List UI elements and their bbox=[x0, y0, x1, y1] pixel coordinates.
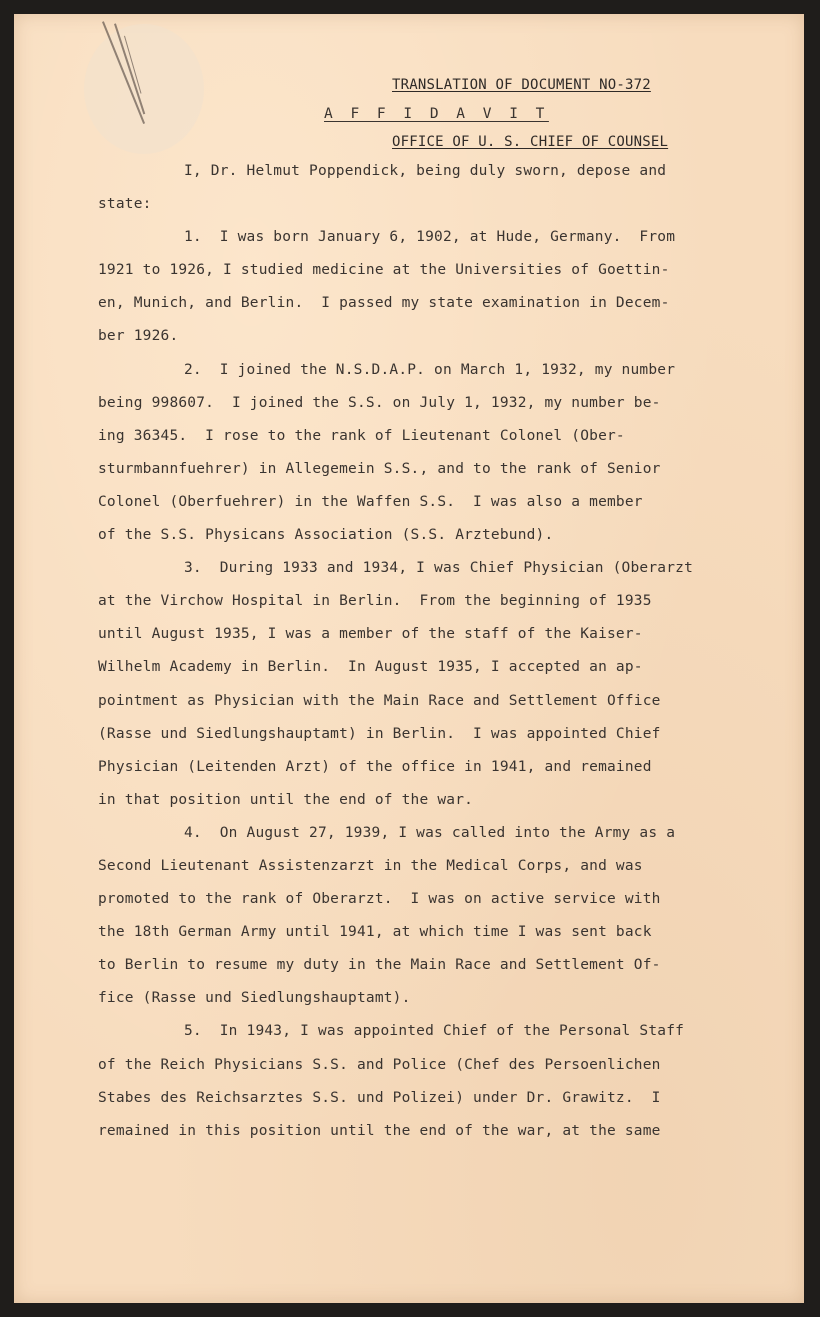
body-line: promoted to the rank of Oberarzt. I was on active service with bbox=[98, 891, 661, 908]
body-line: fice (Rasse und Siedlungshauptamt). bbox=[98, 990, 411, 1007]
body-line: to Berlin to resume my duty in the Main Race and Settlement Of- bbox=[98, 957, 661, 974]
header-line-translation: TRANSLATION OF DOCUMENT NO-372 bbox=[392, 77, 651, 93]
body-line: Second Lieutenant Assistenzarzt in the Medical Corps, and was bbox=[98, 857, 643, 874]
body-line: Physician (Leitenden Arzt) of the office in 1941, and remained bbox=[98, 758, 652, 775]
body-line: 5. In 1943, I was appointed Chief of the Personal Staff bbox=[184, 1023, 685, 1040]
body-line: pointment as Physician with the Main Race and Settlement Office bbox=[98, 692, 661, 709]
body-line: ber 1926. bbox=[98, 328, 179, 345]
body-line: ing 36345. I rose to the rank of Lieutenant Colonel (Ober- bbox=[98, 427, 625, 444]
header-line-office: OFFICE OF U. S. CHIEF OF COUNSEL bbox=[392, 134, 669, 150]
body-line: 1921 to 1926, I studied medicine at the Universities of Goettin- bbox=[98, 262, 670, 279]
body-line: remained in this position until the end of the war, at the same bbox=[98, 1122, 661, 1139]
body-line: at the Virchow Hospital in Berlin. From the beginning of 1935 bbox=[98, 593, 652, 610]
body-line: 3. During 1933 and 1934, I was Chief Physician (Oberarzt bbox=[184, 560, 693, 577]
paper-stain bbox=[84, 24, 204, 154]
body-line: I, Dr. Helmut Poppendick, being duly sworn, depose and bbox=[184, 163, 667, 179]
body-line: being 998607. I joined the S.S. on July 1, 1932, my number be- bbox=[98, 394, 661, 411]
body-line: 1. I was born January 6, 1902, at Hude, Germany. From bbox=[184, 229, 676, 246]
body-line: of the Reich Physicians S.S. and Police (Chef des Persoenlichen bbox=[98, 1056, 661, 1073]
body-line: 2. I joined the N.S.D.A.P. on March 1, 1932, my number bbox=[184, 361, 676, 378]
document-page bbox=[14, 14, 804, 1303]
affidavit-body bbox=[98, 155, 693, 1148]
body-line: sturmbannfuehrer) in Allegemein S.S., and to the rank of Senior bbox=[98, 460, 661, 477]
body-line: the 18th German Army until 1941, at which time I was sent back bbox=[98, 924, 652, 941]
document-title: A F F I D A V I T bbox=[324, 106, 549, 122]
body-line: 4. On August 27, 1939, I was called into the Army as a bbox=[184, 824, 676, 841]
body-line: Stabes des Reichsarztes S.S. und Polizei) under Dr. Grawitz. I bbox=[98, 1089, 661, 1106]
body-line: Colonel (Oberfuehrer) in the Waffen S.S. I was also a member bbox=[98, 493, 643, 510]
body-line: until August 1935, I was a member of the staff of the Kaiser- bbox=[98, 626, 643, 643]
body-line: in that position until the end of the war. bbox=[98, 791, 474, 808]
body-line: Wilhelm Academy in Berlin. In August 1935, I accepted an ap- bbox=[98, 659, 643, 676]
body-line: state: bbox=[98, 196, 152, 213]
body-line: en, Munich, and Berlin. I passed my state examination in Decem- bbox=[98, 295, 670, 312]
body-line: (Rasse und Siedlungshauptamt) in Berlin. I was appointed Chief bbox=[98, 725, 661, 742]
body-line: of the S.S. Physicans Association (S.S. Arztebund). bbox=[98, 527, 554, 544]
